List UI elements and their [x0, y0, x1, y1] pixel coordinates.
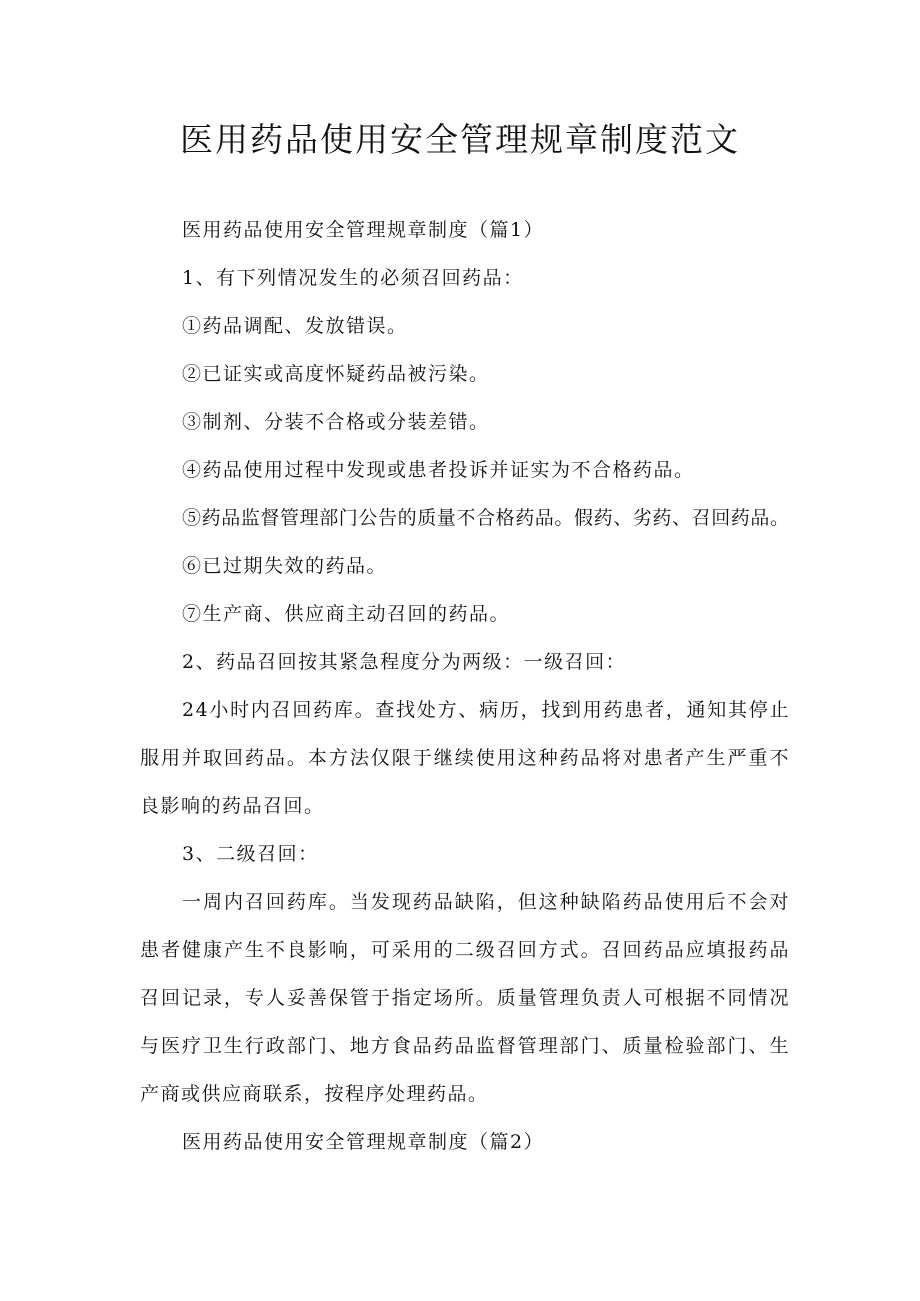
paragraph: 24小时内召回药库。查找处方、病历，找到用药患者，通知其停止服用并取回药品。本方法仅限于继续使用这种药品将对患者产生严重不良影响的药品召回。 [140, 699, 790, 817]
list-item: ①药品调配、发放错误。 [182, 315, 408, 337]
list-item: ③制剂、分装不合格或分装差错。 [182, 411, 490, 433]
list-item: ④药品使用过程中发现或患者投诉并证实为不合格药品。 [182, 459, 695, 481]
list-item: ⑤药品监督管理部门公告的质量不合格药品。假药、劣药、召回药品。 [182, 507, 790, 529]
paragraph: 一周内召回药库。当发现药品缺陷，但这种缺陷药品使用后不会对患者健康产生不良影响，可采用的二级召回方式。召回药品应填报药品召回记录，专人妥善保管于指定场所。质量管理负责人可根据不同情况与医疗卫生行政部门、地方食品药品监督管理部门、质量检验部门、生产商或供应商联系，按程序处理药品。 [140, 891, 790, 1105]
list-item: ⑦生产商、供应商主动召回的药品。 [182, 603, 511, 625]
paragraph: 1、有下列情况发生的必须召回药品： [182, 267, 524, 289]
section-heading-1: 医用药品使用安全管理规章制度（篇1） [182, 219, 545, 241]
list-item: ②已证实或高度怀疑药品被污染。 [182, 363, 490, 385]
list-item: ⑥已过期失效的药品。 [182, 555, 388, 577]
paragraph: 3、二级召回： [182, 843, 319, 865]
document-body [140, 206, 790, 1166]
document-title: 医用药品使用安全管理规章制度范文 [180, 120, 740, 159]
paragraph: 2、药品召回按其紧急程度分为两级：一级召回： [182, 651, 627, 673]
section-heading-2: 医用药品使用安全管理规章制度（篇2） [182, 1131, 545, 1153]
